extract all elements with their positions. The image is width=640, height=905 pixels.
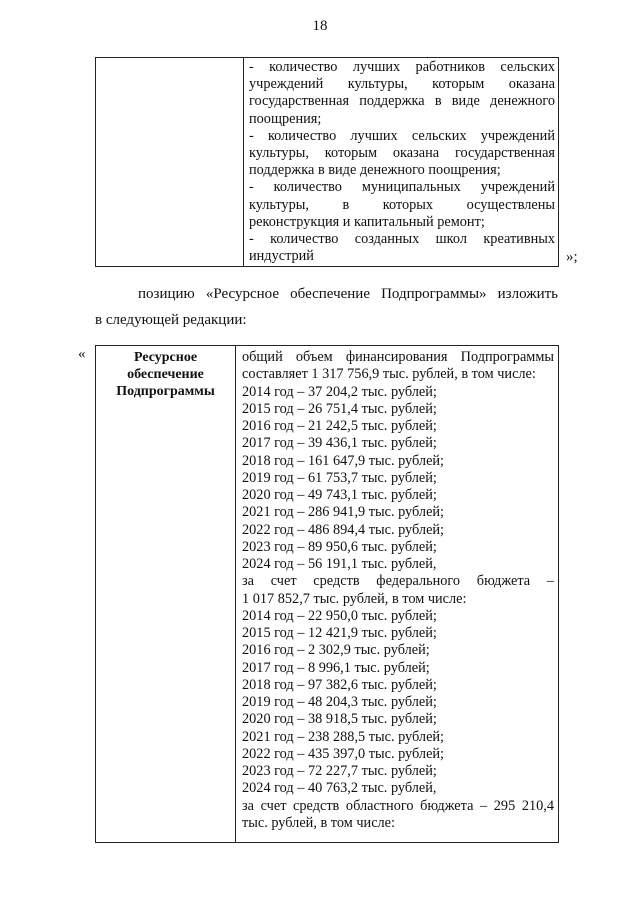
indicators-table <box>95 57 559 267</box>
resource-label-line: Ресурсное <box>133 350 198 365</box>
amount-line: 2019 год – 48 204,3 тыс. рублей; <box>242 694 437 710</box>
indicator-line: - количество лучших сельских учреждений <box>249 127 555 144</box>
amount-line: общий объем финансирования Подпрограммы <box>242 349 554 365</box>
amount-line: 2019 год – 61 753,7 тыс. рублей; <box>242 469 437 486</box>
amount-line: составляет 1 317 756,9 тыс. рублей, в том числе: <box>242 366 536 383</box>
amount-line: 2022 год – 486 894,4 тыс. рублей; <box>242 521 445 538</box>
amount-line: тыс. рублей, в том числе: <box>242 814 395 831</box>
table-column-divider <box>243 58 244 266</box>
amendment-paragraph-continuation: в следующей редакции: <box>95 312 247 328</box>
indicator-line: культуры, которым оказана государственная <box>249 145 555 162</box>
indicator-line: - количество муниципальных учреждений <box>249 179 555 196</box>
amount-line: 2018 год – 97 382,6 тыс. рублей; <box>242 676 437 693</box>
indicator-line: поощрения; <box>249 110 322 127</box>
amount-line: 2018 год – 161 647,9 тыс. рублей; <box>242 452 445 469</box>
indicator-line: учреждений культуры, которым оказана <box>249 76 555 93</box>
amount-line: 2023 год – 72 227,7 тыс. рублей; <box>242 763 437 779</box>
amount-line: 2022 год – 435 397,0 тыс. рублей; <box>242 745 445 762</box>
indicator-line: реконструкция и капитальный ремонт; <box>249 213 485 230</box>
page-number: 18 <box>312 18 328 34</box>
indicator-line: поддержка в виде денежного поощрения; <box>249 162 501 179</box>
amount-line: 2015 год – 12 421,9 тыс. рублей; <box>242 625 437 641</box>
opening-quote: « <box>78 346 86 362</box>
indicator-line: - количество лучших работников сельских <box>249 59 555 75</box>
indicator-line: - количество созданных школ креативных <box>249 231 555 248</box>
indicators-cell <box>249 59 555 265</box>
amount-line: 2014 год – 22 950,0 тыс. рублей; <box>242 607 437 624</box>
closing-quote: »; <box>566 249 578 265</box>
amount-line: 2014 год – 37 204,2 тыс. рублей; <box>242 383 437 400</box>
amount-line: 2021 год – 238 288,5 тыс. рублей; <box>242 728 445 745</box>
amendment-paragraph: позицию «Ресурсное обеспечение Подпрограммы» изложить <box>138 286 558 302</box>
amount-line: за счет средств федерального бюджета – <box>242 573 554 590</box>
amount-line: 2015 год – 26 751,4 тыс. рублей; <box>242 400 437 417</box>
indicator-line: государственная поддержка в виде денежного <box>249 93 555 110</box>
indicator-line: культуры, в которых осуществлены <box>249 196 555 213</box>
amount-line: 2024 год – 56 191,1 тыс. рублей, <box>242 556 437 572</box>
table-column-divider <box>235 346 236 842</box>
amount-line: 2023 год – 89 950,6 тыс. рублей; <box>242 538 437 555</box>
resource-table <box>95 345 559 843</box>
amount-line: 2020 год – 49 743,1 тыс. рублей; <box>242 487 437 503</box>
amount-line: 2024 год – 40 763,2 тыс. рублей, <box>242 780 437 797</box>
resource-label <box>96 349 235 400</box>
amount-line: 2017 год – 39 436,1 тыс. рублей; <box>242 435 437 452</box>
amount-line: 2020 год – 38 918,5 тыс. рублей; <box>242 711 437 728</box>
amount-line: 2016 год – 21 242,5 тыс. рублей; <box>242 418 437 434</box>
amount-line: за счет средств областного бюджета – 295 210,4 <box>242 797 554 814</box>
amount-line: 1 017 852,7 тыс. рублей, в том числе: <box>242 590 467 607</box>
amount-line: 2016 год – 2 302,9 тыс. рублей; <box>242 642 430 659</box>
amount-line: 2021 год – 286 941,9 тыс. рублей; <box>242 504 445 521</box>
resource-amounts-cell <box>242 349 554 832</box>
amount-line: 2017 год – 8 996,1 тыс. рублей; <box>242 659 430 676</box>
indicator-line: индустрий <box>249 248 314 265</box>
resource-label-line: Подпрограммы <box>116 384 215 399</box>
resource-label-line: обеспечение <box>127 367 204 382</box>
